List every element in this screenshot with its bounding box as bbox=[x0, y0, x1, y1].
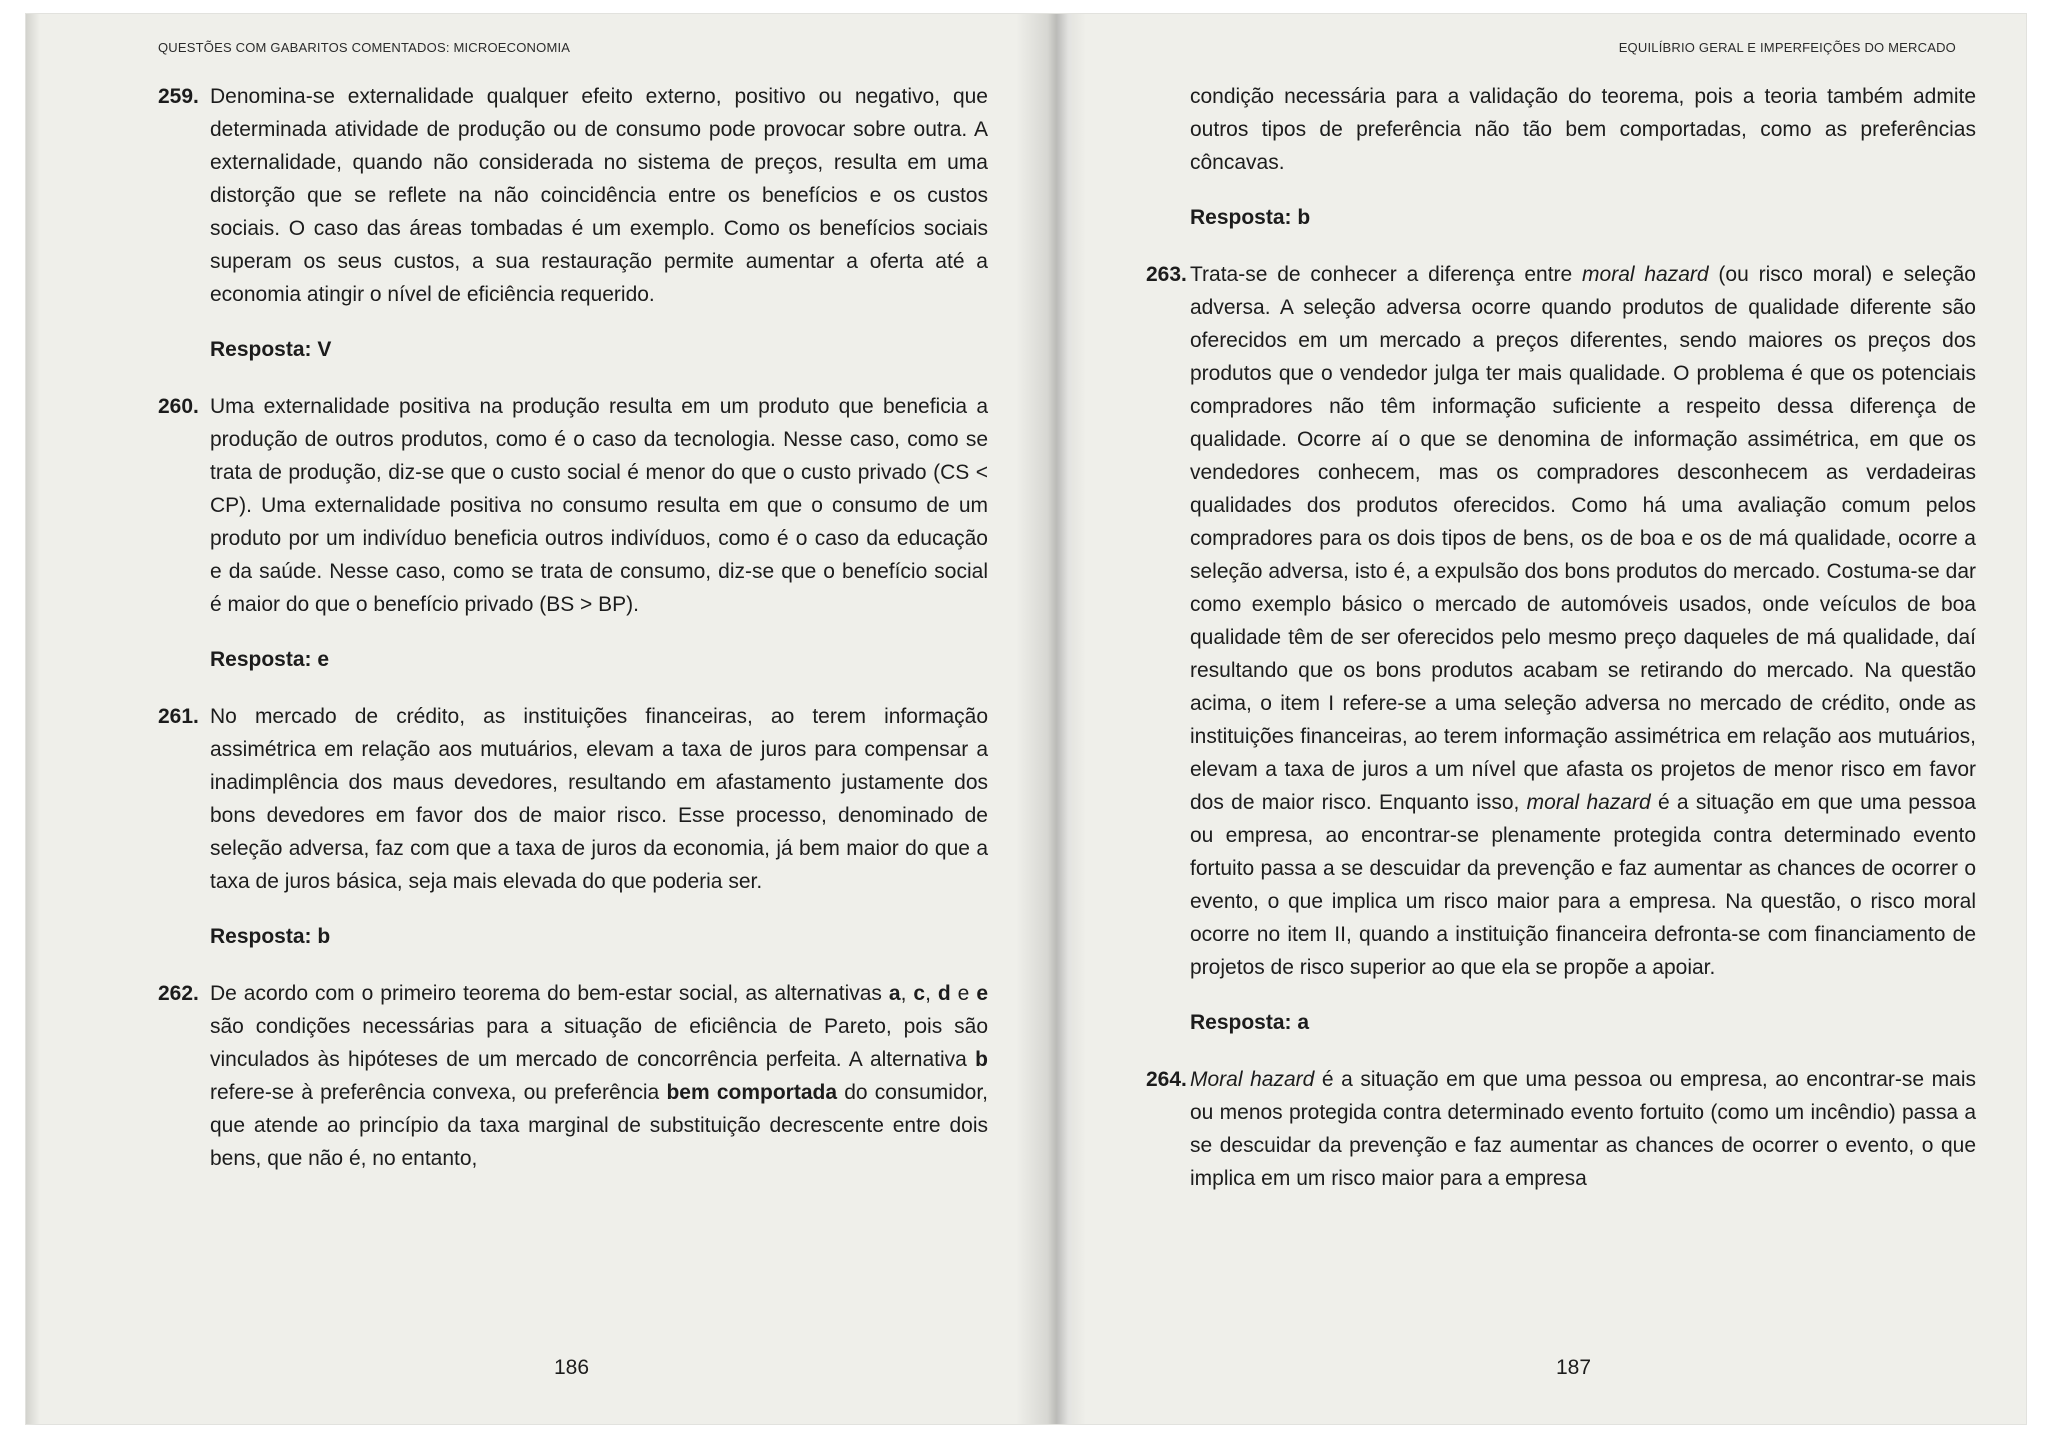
italic-run: moral hazard bbox=[1526, 791, 1651, 814]
question-text: condição necessária para a validação do teorema, pois a teoria também admite outros tipos de preferência não tão bem comportadas, como as preferências côncavas. bbox=[1190, 85, 1976, 174]
text-run: refere-se à preferência convexa, ou preferência bbox=[210, 1081, 667, 1104]
question-number: 264. bbox=[1146, 1068, 1187, 1091]
question-262-continued bbox=[1190, 80, 1976, 179]
text-run: do consumidor, que atende ao princípio da taxa marginal de substituição decrescente entre dois bens, que não é, no entanto, bbox=[210, 1081, 988, 1170]
question-number: 263. bbox=[1146, 263, 1187, 286]
question-263 bbox=[1146, 258, 1976, 984]
question-text: Uma externalidade positiva na produção resulta em um produto que beneficia a produção de outros produtos, como é o caso da tecnologia. Nesse caso, como se trata de produção, diz-se que o custo social é menor do que o custo privado (CS < CP). Uma externalidade positiva no consumo resulta em que o consumo de um produto por um indivíduo beneficia outros indivíduos, como é o caso da educação e da saúde. Nesse caso, como se trata de consumo, diz-se que o benefício social é maior do que o benefício privado (BS > BP). bbox=[210, 395, 988, 616]
question-261 bbox=[158, 700, 988, 898]
bold-run: a bbox=[888, 982, 901, 1005]
text-run: é a situação em que uma pessoa ou empresa, ao encontrar-se plenamente protegida contra determinado evento fortuito passa a se descuidar da prevenção e faz aumentar as chances de ocorrer o evento, o que implica um risco maior para a empresa. Na questão, o risco moral ocorre no item II, quando a instituição financeira defronta-se com financiamento de projetos de risco superior ao que ela se propõe a apoiar. bbox=[1190, 791, 1976, 979]
left-page bbox=[26, 14, 1056, 1424]
question-number: 260. bbox=[158, 395, 199, 418]
text-run: é a situação em que uma pessoa ou empresa, ao encontrar-se mais ou menos protegida contra determinado evento fortuito (como um incêndio) passa a se descuidar da prevenção e faz aumentar as chances de ocorrer o evento, o que implica em um risco maior para a empresa bbox=[1190, 1068, 1976, 1190]
question-262 bbox=[158, 977, 988, 1175]
bold-run: e bbox=[976, 982, 989, 1005]
question-number: 259. bbox=[158, 85, 199, 108]
answer-261: Resposta: b bbox=[210, 925, 331, 948]
question-number: 261. bbox=[158, 705, 199, 728]
text-run: (ou risco moral) e seleção adversa. A seleção adversa ocorre quando produtos de qualidade diferente são oferecidos em um mercado a preços diferentes, sendo maiores os preços dos produtos que o vendedor julga ter mais qualidade. O problema é que os potenciais compradores não têm informação suficiente a respeito dessa diferença de qualidade. Ocorre aí o que se denomina de informação assimétrica, em que os vendedores conhecem, mas os compradores desconhecem as verdadeiras qualidades dos produtos oferecidos. Como há uma avaliação comum pelos compradores para os dois tipos de bens, os de boa e os de má qualidade, ocorre a seleção adversa, isto é, a expulsão dos bons produtos do mercado. Costuma-se dar como exemplo básico o mercado de automóveis usados, onde veículos de boa qualidade têm de ser oferecidos pelo mesmo preço daqueles de má qualidade, daí resultando que os bons produtos acabam se retirando do mercado. Na questão acima, o item I refere-se a uma seleção adversa no mercado de crédito, onde as instituições financeiras, ao terem informação assimétrica em relação aos mutuários, elevam a taxa de juros a um nível que afasta os projetos de menor risco em favor dos de maior risco. Enquanto isso, bbox=[1190, 263, 1976, 814]
bold-run: b bbox=[975, 1048, 988, 1071]
text-run: , bbox=[900, 982, 914, 1005]
running-header-right: EQUILÍBRIO GERAL E IMPERFEIÇÕES DO MERCADO bbox=[1618, 40, 1956, 55]
question-259 bbox=[158, 80, 988, 311]
answer-263: Resposta: a bbox=[1190, 1011, 1310, 1034]
question-260 bbox=[158, 390, 988, 621]
book-spread bbox=[26, 14, 2026, 1424]
left-page-content bbox=[158, 80, 988, 1175]
bold-run: bem comportada bbox=[666, 1081, 838, 1104]
text-run: são condições necessárias para a situação de eficiência de Pareto, pois são vinculados às hipóteses de um mercado de concorrência perfeita. A alternativa bbox=[210, 1015, 988, 1071]
text-run: Trata-se de conhecer a diferença entre bbox=[1190, 263, 1583, 286]
question-264 bbox=[1146, 1063, 1976, 1195]
book-gutter-shadow bbox=[1016, 14, 1086, 1424]
bold-run: c bbox=[913, 982, 926, 1005]
right-page bbox=[1072, 14, 2026, 1424]
question-text: No mercado de crédito, as instituições financeiras, ao terem informação assimétrica em relação aos mutuários, elevam a taxa de juros para compensar a inadimplência dos maus devedores, resultando em afastamento justamente dos bons devedores em favor dos de maior risco. Esse processo, denominado de seleção adversa, faz com que a taxa de juros da economia, já bem maior do que a taxa de juros básica, seja mais elevada do que poderia ser. bbox=[210, 705, 988, 893]
italic-run: Moral hazard bbox=[1190, 1068, 1315, 1091]
bold-run: d bbox=[937, 982, 951, 1005]
page-number-right: 187 bbox=[1556, 1356, 1592, 1379]
question-number: 262. bbox=[158, 982, 199, 1005]
right-page-content bbox=[1146, 80, 1976, 1195]
page-number-left: 186 bbox=[554, 1356, 590, 1379]
page-edge-shadow bbox=[26, 14, 40, 1424]
answer-262: Resposta: b bbox=[1190, 206, 1311, 229]
text-run: , bbox=[925, 982, 938, 1005]
text-run: De acordo com o primeiro teorema do bem-estar social, as alternativas bbox=[210, 982, 889, 1005]
italic-run: moral hazard bbox=[1582, 263, 1709, 286]
text-run: e bbox=[950, 982, 977, 1005]
question-text: Denomina-se externalidade qualquer efeito externo, positivo ou negativo, que determinada atividade de produção ou de consumo pode provocar sobre outra. A externalidade, quando não considerada no sistema de preços, resulta em uma distorção que se reflete na não coincidência entre os benefícios e os custos sociais. O caso das áreas tombadas é um exemplo. Como os benefícios sociais superam os seus custos, a sua restauração permite aumentar a oferta até a economia atingir o nível de eficiência requerido. bbox=[210, 85, 988, 306]
running-header-left: QUESTÕES COM GABARITOS COMENTADOS: MICROECONOMIA bbox=[158, 40, 571, 55]
answer-259: Resposta: V bbox=[210, 338, 332, 361]
answer-260: Resposta: e bbox=[210, 648, 330, 671]
